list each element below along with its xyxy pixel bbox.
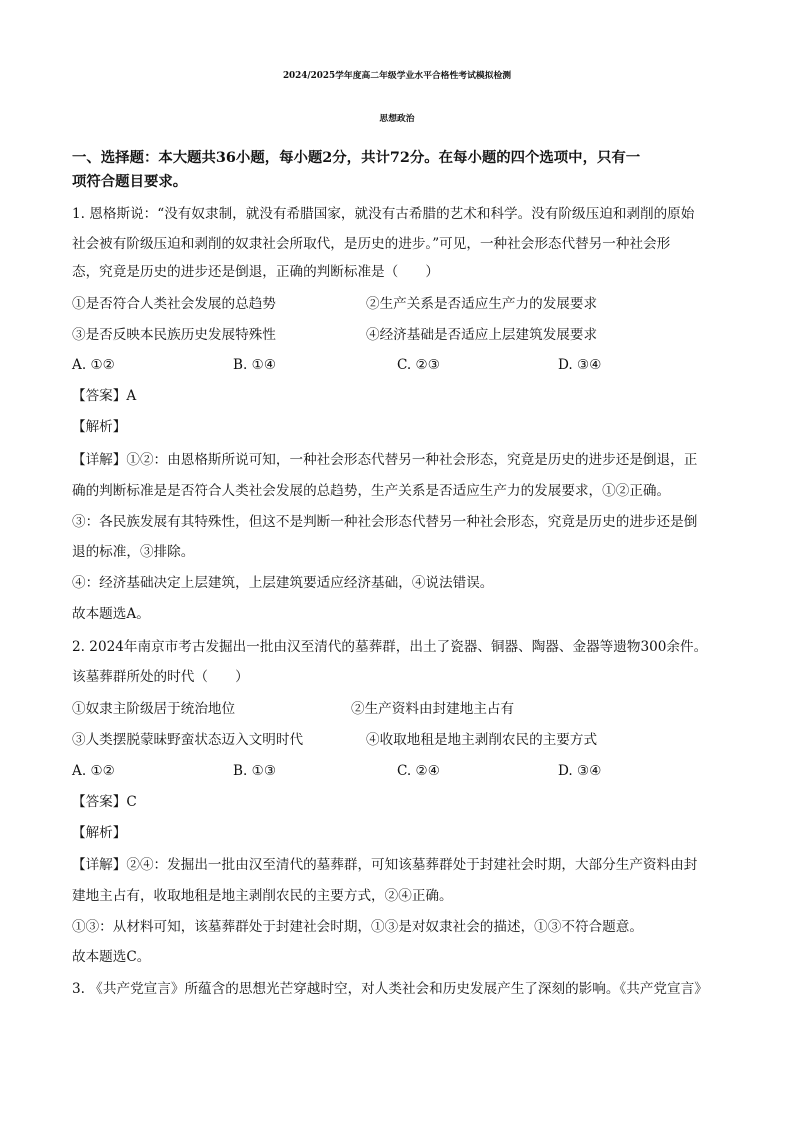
q2-detail-line3: ①③：从材料可知，该墓葬群处于封建社会时期，①③是对奴隶社会的描述，①③不符合题意。 <box>72 919 643 935</box>
q2-statement-4: ④收取地租是地主剥削农民的主要方式 <box>366 732 598 748</box>
q1-analysis-label: 【解析】 <box>72 419 127 435</box>
exam-title: 2024/2025学年度高二年级学业水平合格性考试模拟检测 <box>282 71 512 81</box>
q1-detail-line3: ③：各民族发展有其特殊性，但这不是判断一种社会形态代替另一种社会形态，究竟是历史的进步还是倒 <box>72 514 698 530</box>
q1-statement-3: ③是否反映本民族历史发展特殊性 <box>72 327 276 343</box>
q2-analysis-label: 【解析】 <box>72 825 127 841</box>
q1-detail-line6: 故本题选A。 <box>72 606 150 622</box>
q1-choice-d: D. ③④ <box>558 357 602 373</box>
q1-statement-4: ④经济基础是否适应上层建筑发展要求 <box>366 327 598 343</box>
q2-choice-a: A. ①② <box>72 763 115 779</box>
q1-statement-2: ②生产关系是否适应生产力的发展要求 <box>366 296 598 312</box>
q1-choice-a: A. ①② <box>72 357 115 373</box>
q2-statement-3: ③人类摆脱蒙昧野蛮状态迈入文明时代 <box>72 732 304 748</box>
q1-detail-line5: ④：经济基础决定上层建筑，上层建筑要适应经济基础，④说法错误。 <box>72 575 494 591</box>
q1-detail-line2: 确的判断标准是是否符合人类社会发展的总趋势，生产关系是否适应生产力的发展要求，①②正确。 <box>72 483 671 499</box>
q1-statement-1: ①是否符合人类社会发展的总趋势 <box>72 296 276 312</box>
q2-detail-line4: 故本题选C。 <box>72 949 151 965</box>
q2-detail-line2: 建地主占有，收取地租是地主剥削农民的主要方式，②④正确。 <box>72 888 453 904</box>
q2-statement-2: ②生产资料由封建地主占有 <box>351 701 515 717</box>
q1-stem-line3: 态，究竟是历史的进步还是倒退，正确的判断标准是（ ） <box>72 264 440 280</box>
q2-stem-line1: 2. 2024年南京市考古发掘出一批由汉至清代的墓葬群，出土了瓷器、铜器、陶器、金器等遗物300余件。 <box>72 639 708 655</box>
q2-statement-1: ①奴隶主阶级居于统治地位 <box>72 701 236 717</box>
q2-choice-d: D. ③④ <box>558 763 602 779</box>
q2-stem-line2: 该墓葬群所处的时代（ ） <box>72 669 249 685</box>
q1-stem-line1: 1. 恩格斯说：“没有奴隶制，就没有希腊国家，就没有古希腊的艺术和科学。没有阶级压迫和剥削的原始 <box>72 206 695 222</box>
q1-stem-line2: 社会被有阶级压迫和剥削的奴隶社会所取代，是历史的进步。”可见，一种社会形态代替另一种社会形 <box>72 236 671 252</box>
section-heading-line2: 项符合题目要求。 <box>72 173 188 190</box>
q2-choice-b: B. ①③ <box>233 763 277 779</box>
q2-answer: 【答案】C <box>72 794 137 810</box>
q1-detail-line4: 退的标准，③排除。 <box>72 544 195 560</box>
section-heading-line1: 一、选择题：本大题共36小题，每小题2分，共计72分。在每小题的四个选项中，只有一 <box>72 149 641 166</box>
q3-stem-line1: 3. 《共产党宣言》所蕴含的思想光芒穿越时空，对人类社会和历史发展产生了深刻的影响。《共产党宣言》 <box>72 981 708 997</box>
q2-choice-c: C. ②④ <box>397 763 440 779</box>
q1-choice-c: C. ②③ <box>397 357 440 373</box>
subject-title: 思想政治 <box>379 114 415 124</box>
q1-answer: 【答案】A <box>72 388 137 404</box>
q1-choice-b: B. ①④ <box>233 357 277 373</box>
q2-detail-line1: 【详解】②④：发掘出一批由汉至清代的墓葬群，可知该墓葬群处于封建社会时期，大部分生产资料由封 <box>72 857 698 873</box>
q1-detail-line1: 【详解】①②：由恩格斯所说可知，一种社会形态代替另一种社会形态，究竟是历史的进步还是倒退，正 <box>72 452 698 468</box>
